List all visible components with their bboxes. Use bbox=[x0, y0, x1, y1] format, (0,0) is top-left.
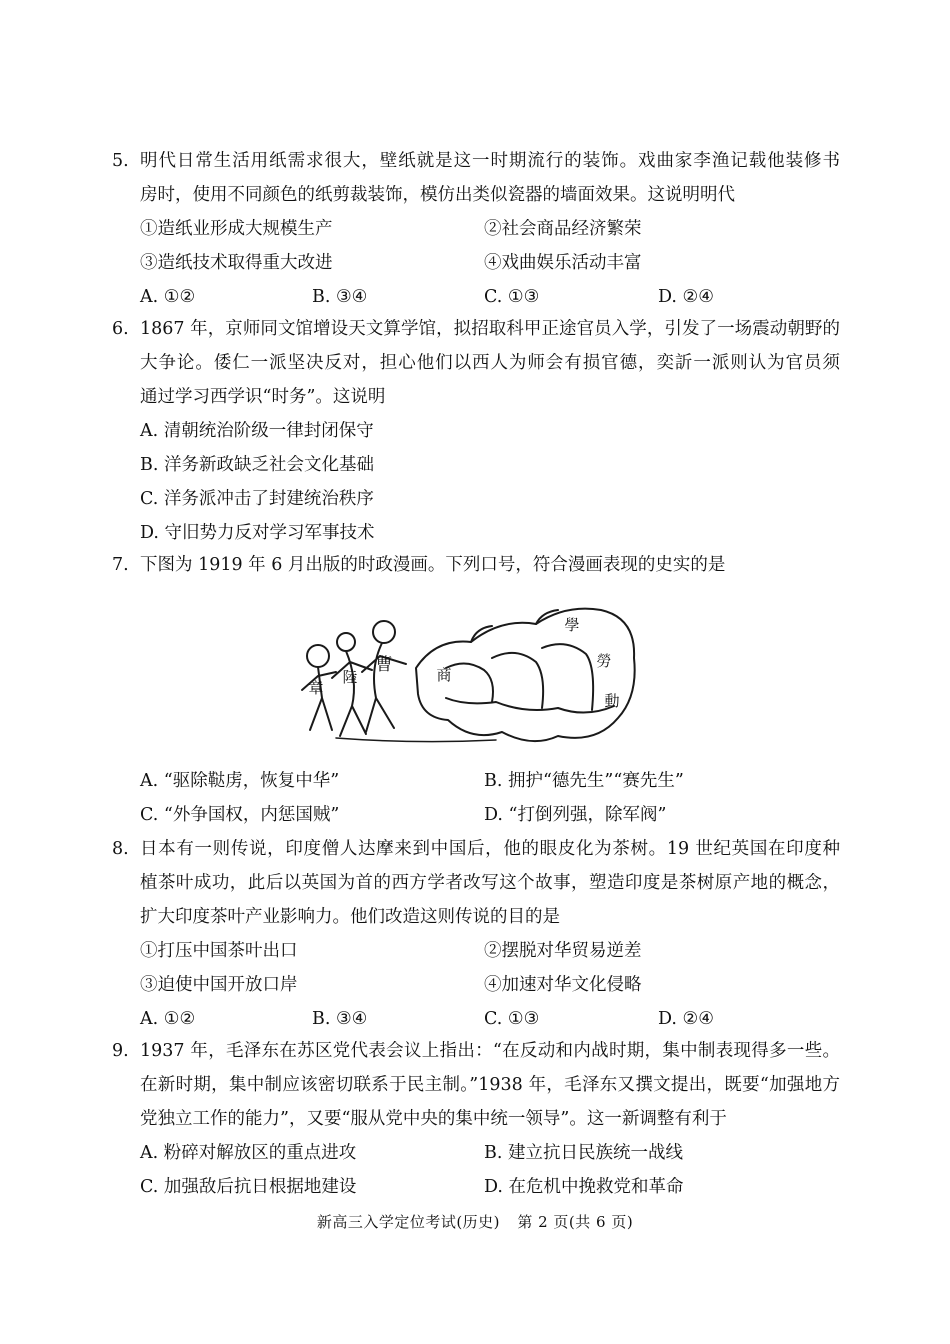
cartoon-label: 勞 bbox=[596, 652, 612, 670]
choice-d: D. ②④ bbox=[658, 1009, 714, 1029]
question-6 bbox=[112, 312, 842, 550]
choice-a: A. 粉碎对解放区的重点进攻 bbox=[140, 1143, 357, 1163]
question-stem-line: 在新时期，集中制应该密切联系于民主制。”1938 年，毛泽东又撰文提出，既要“加强地方 bbox=[140, 1075, 840, 1095]
question-stem-line: 明代日常生活用纸需求很大，壁纸就是这一时期流行的装饰。戏曲家李渔记载他装修书 bbox=[140, 151, 840, 171]
statement-item: ①造纸业形成大规模生产 bbox=[140, 219, 333, 239]
question-stem-line: 大争论。倭仁一派坚决反对，担心他们以西人为师会有损官德，奕訢一派则认为官员须 bbox=[140, 353, 840, 373]
cartoon-label: 陸 bbox=[342, 668, 358, 686]
question-stem-line: 1867 年，京师同文馆增设天文算学馆，拟招取科甲正途官员入学，引发了一场震动朝野的 bbox=[140, 319, 840, 339]
choice-c: C. ①③ bbox=[484, 1009, 540, 1029]
choice-d: D. ②④ bbox=[658, 287, 714, 307]
choice-a: A. ①② bbox=[140, 287, 196, 307]
question-stem-line: 房时，使用不同颜色的纸剪裁装饰，模仿出类似瓷器的墙面效果。这说明明代 bbox=[140, 185, 735, 205]
statement-item: ④加速对华文化侵略 bbox=[484, 975, 642, 995]
question-number: 9. bbox=[112, 1041, 129, 1061]
cartoon-label: 曹 bbox=[375, 655, 393, 675]
question-7 bbox=[112, 548, 842, 582]
choice-a: A. “驱除鞑虏，恢复中华” bbox=[140, 771, 340, 791]
question-stem-line: 扩大印度茶叶产业影响力。他们改造这则传说的目的是 bbox=[140, 907, 560, 927]
choice-d: D. 守旧势力反对学习军事技术 bbox=[140, 523, 375, 543]
question-8 bbox=[112, 832, 842, 1036]
question-number: 8. bbox=[112, 839, 129, 859]
choice-c: C. 洋务派冲击了封建统治秩序 bbox=[140, 489, 374, 509]
question-number: 5. bbox=[112, 151, 129, 171]
choice-a: A. 清朝统治阶级一律封闭保守 bbox=[140, 421, 374, 441]
question-number: 6. bbox=[112, 319, 129, 339]
question-9 bbox=[112, 1034, 842, 1204]
cartoon-label: 動 bbox=[604, 692, 620, 710]
cartoon-label: 學 bbox=[564, 616, 580, 634]
statement-item: ③造纸技术取得重大改进 bbox=[140, 253, 333, 273]
cartoon-label: 商 bbox=[436, 666, 452, 684]
choice-a: A. ①② bbox=[140, 1009, 196, 1029]
statement-item: ②摆脱对华贸易逆差 bbox=[484, 941, 642, 961]
choice-d: D. 在危机中挽救党和革命 bbox=[484, 1177, 684, 1197]
statement-item: ③迫使中国开放口岸 bbox=[140, 975, 298, 995]
statement-item: ②社会商品经济繁荣 bbox=[484, 219, 642, 239]
statement-item: ①打压中国茶叶出口 bbox=[140, 941, 298, 961]
cartoon-label: 章 bbox=[308, 679, 324, 697]
question-stem-line: 1937 年，毛泽东在苏区党代表会议上指出：“在反动和内战时期，集中制表现得多一些。 bbox=[140, 1041, 840, 1061]
choice-b: B. 建立抗日民族统一战线 bbox=[484, 1143, 683, 1163]
choice-c: C. ①③ bbox=[484, 287, 540, 307]
question-number: 7. bbox=[112, 555, 129, 575]
question-stem-line: 党独立工作的能力”，又要“服从党中央的集中统一领导”。这一新调整有利于 bbox=[140, 1109, 727, 1129]
choice-d: D. “打倒列强，除军阀” bbox=[484, 805, 667, 825]
choice-c: C. 加强敌后抗日根据地建设 bbox=[140, 1177, 357, 1197]
choice-b: B. ③④ bbox=[312, 287, 368, 307]
page-number: 第 2 页(共 6 页) bbox=[517, 1213, 634, 1231]
choice-b: B. 拥护“德先生”“赛先生” bbox=[484, 771, 684, 791]
exam-title: 新高三入学定位考试(历史) bbox=[316, 1213, 501, 1231]
question-stem-line: 植茶叶成功，此后以英国为首的西方学者改写这个故事，塑造印度是茶树原产地的概念， bbox=[140, 873, 840, 893]
statement-item: ④戏曲娱乐活动丰富 bbox=[484, 253, 642, 273]
choice-c: C. “外争国权，内惩国贼” bbox=[140, 805, 340, 825]
question-stem-line: 下图为 1919 年 6 月出版的时政漫画。下列口号，符合漫画表现的史实的是 bbox=[140, 555, 726, 575]
political-cartoon-image bbox=[296, 598, 642, 748]
choice-b: B. ③④ bbox=[312, 1009, 368, 1029]
question-stem-line: 通过学习西学识“时务”。这说明 bbox=[140, 387, 386, 407]
page-footer bbox=[0, 1211, 950, 1232]
question-stem-line: 日本有一则传说，印度僧人达摩来到中国后，他的眼皮化为茶树。19 世纪英国在印度种 bbox=[140, 839, 840, 859]
question-7-choices bbox=[112, 764, 842, 832]
question-5 bbox=[112, 144, 842, 314]
choice-b: B. 洋务新政缺乏社会文化基础 bbox=[140, 455, 374, 475]
